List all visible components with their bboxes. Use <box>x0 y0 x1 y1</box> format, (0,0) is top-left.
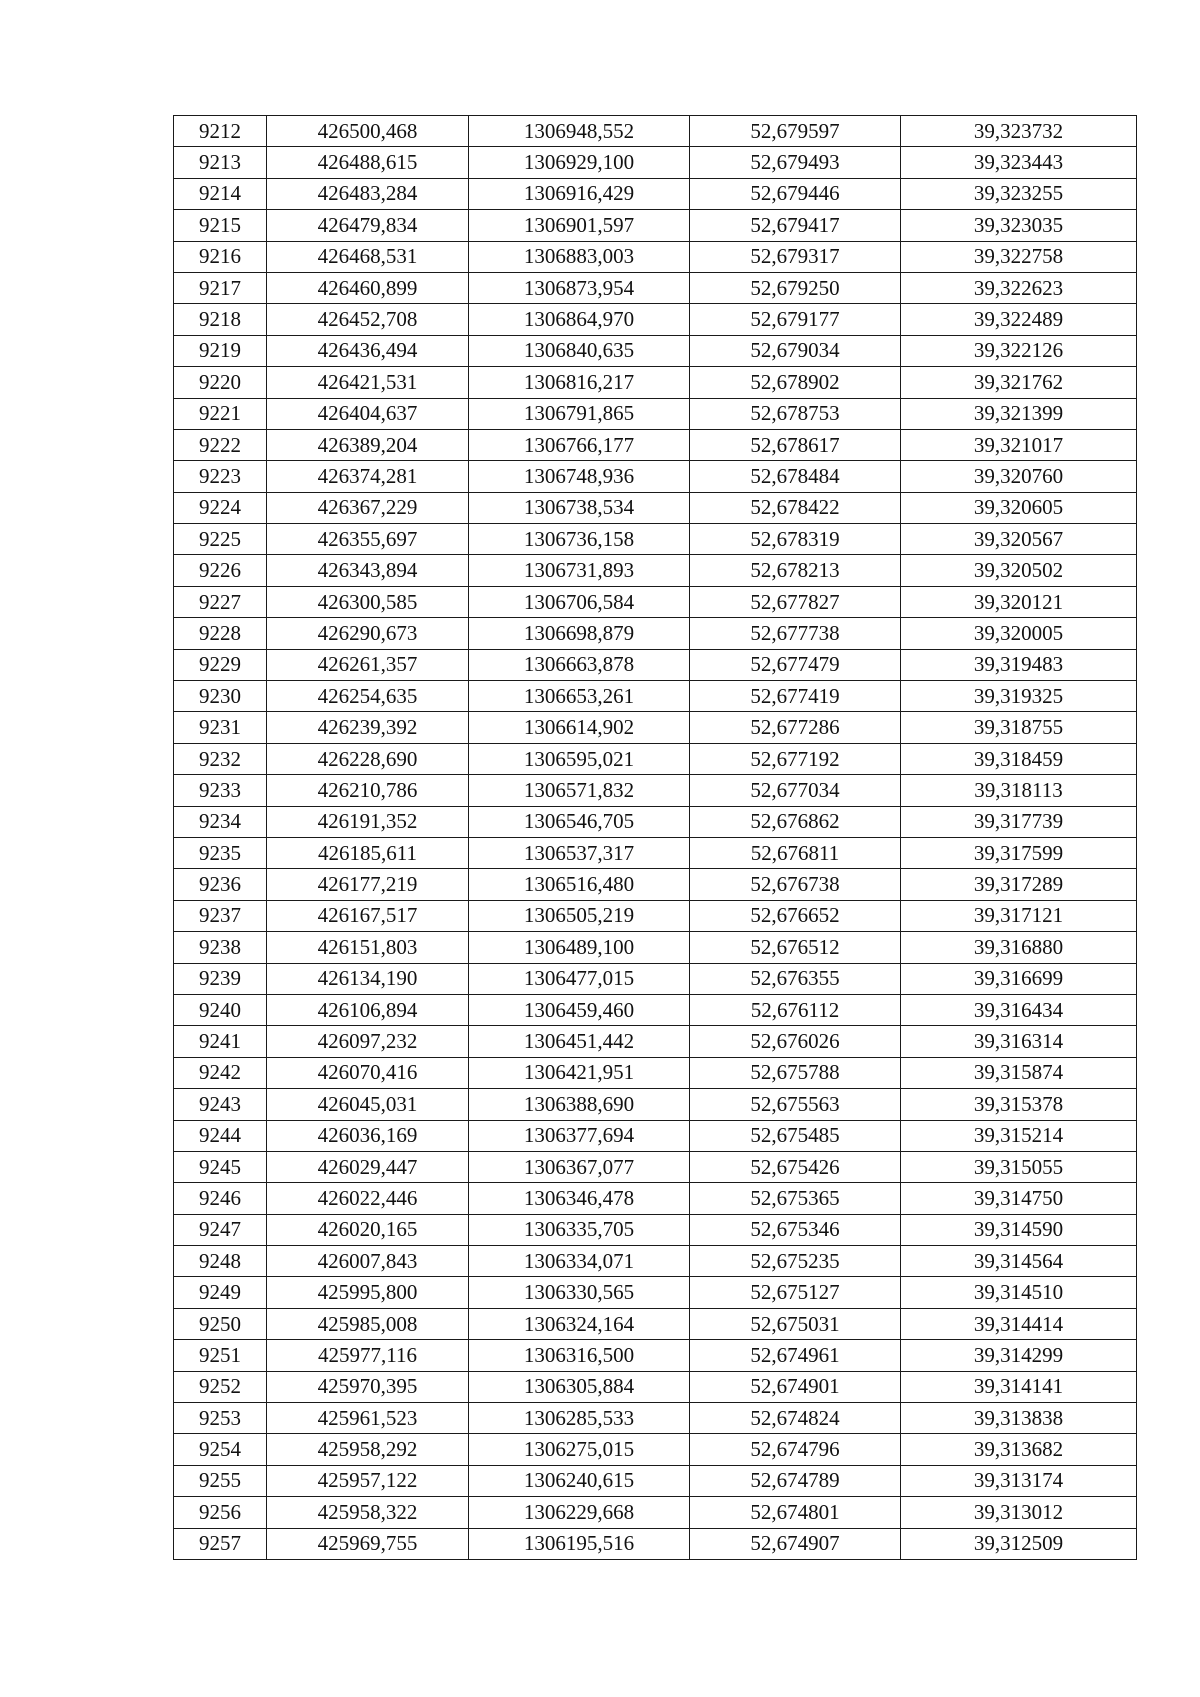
table-row <box>174 1089 1137 1120</box>
table-row <box>174 492 1137 523</box>
table-row <box>174 806 1137 837</box>
latitude-cell: 52,678319 <box>690 524 901 555</box>
x-coordinate-cell: 426134,190 <box>267 963 469 994</box>
y-coordinate-cell: 1306477,015 <box>469 963 690 994</box>
x-coordinate-cell: 425969,755 <box>267 1528 469 1559</box>
table-row <box>174 869 1137 900</box>
latitude-cell: 52,674961 <box>690 1340 901 1371</box>
table-row <box>174 586 1137 617</box>
table-row <box>174 1308 1137 1339</box>
y-coordinate-cell: 1306451,442 <box>469 1026 690 1057</box>
y-coordinate-cell: 1306421,951 <box>469 1057 690 1088</box>
longitude-cell: 39,320567 <box>901 524 1137 555</box>
table-row <box>174 1497 1137 1528</box>
longitude-cell: 39,315874 <box>901 1057 1137 1088</box>
x-coordinate-cell: 426151,803 <box>267 932 469 963</box>
table-row <box>174 618 1137 649</box>
point-number-cell: 9248 <box>174 1246 267 1277</box>
longitude-cell: 39,319325 <box>901 681 1137 712</box>
table-row <box>174 932 1137 963</box>
y-coordinate-cell: 1306285,533 <box>469 1403 690 1434</box>
table-row <box>174 1434 1137 1465</box>
x-coordinate-cell: 425958,292 <box>267 1434 469 1465</box>
point-number-cell: 9242 <box>174 1057 267 1088</box>
point-number-cell: 9234 <box>174 806 267 837</box>
longitude-cell: 39,323443 <box>901 147 1137 178</box>
latitude-cell: 52,674907 <box>690 1528 901 1559</box>
y-coordinate-cell: 1306873,954 <box>469 272 690 303</box>
x-coordinate-cell: 426097,232 <box>267 1026 469 1057</box>
y-coordinate-cell: 1306731,893 <box>469 555 690 586</box>
longitude-cell: 39,315378 <box>901 1089 1137 1120</box>
longitude-cell: 39,318459 <box>901 743 1137 774</box>
table-row <box>174 178 1137 209</box>
table-row <box>174 147 1137 178</box>
y-coordinate-cell: 1306698,879 <box>469 618 690 649</box>
longitude-cell: 39,319483 <box>901 649 1137 680</box>
y-coordinate-cell: 1306537,317 <box>469 837 690 868</box>
point-number-cell: 9214 <box>174 178 267 209</box>
point-number-cell: 9253 <box>174 1403 267 1434</box>
x-coordinate-cell: 425995,800 <box>267 1277 469 1308</box>
table-row <box>174 775 1137 806</box>
longitude-cell: 39,320121 <box>901 586 1137 617</box>
point-number-cell: 9230 <box>174 681 267 712</box>
y-coordinate-cell: 1306305,884 <box>469 1371 690 1402</box>
latitude-cell: 52,677034 <box>690 775 901 806</box>
x-coordinate-cell: 426483,284 <box>267 178 469 209</box>
longitude-cell: 39,317739 <box>901 806 1137 837</box>
latitude-cell: 52,678617 <box>690 429 901 460</box>
point-number-cell: 9225 <box>174 524 267 555</box>
longitude-cell: 39,316699 <box>901 963 1137 994</box>
longitude-cell: 39,313838 <box>901 1403 1137 1434</box>
point-number-cell: 9237 <box>174 900 267 931</box>
point-number-cell: 9254 <box>174 1434 267 1465</box>
y-coordinate-cell: 1306546,705 <box>469 806 690 837</box>
x-coordinate-cell: 425957,122 <box>267 1465 469 1496</box>
point-number-cell: 9251 <box>174 1340 267 1371</box>
point-number-cell: 9247 <box>174 1214 267 1245</box>
longitude-cell: 39,322758 <box>901 241 1137 272</box>
table-row <box>174 963 1137 994</box>
latitude-cell: 52,677286 <box>690 712 901 743</box>
longitude-cell: 39,315214 <box>901 1120 1137 1151</box>
x-coordinate-cell: 426191,352 <box>267 806 469 837</box>
table-row <box>174 1057 1137 1088</box>
table-row <box>174 994 1137 1025</box>
latitude-cell: 52,675127 <box>690 1277 901 1308</box>
table-row <box>174 649 1137 680</box>
x-coordinate-cell: 426022,446 <box>267 1183 469 1214</box>
y-coordinate-cell: 1306240,615 <box>469 1465 690 1496</box>
x-coordinate-cell: 425985,008 <box>267 1308 469 1339</box>
point-number-cell: 9221 <box>174 398 267 429</box>
point-number-cell: 9249 <box>174 1277 267 1308</box>
longitude-cell: 39,322623 <box>901 272 1137 303</box>
table-row <box>174 429 1137 460</box>
table-row <box>174 743 1137 774</box>
x-coordinate-cell: 426177,219 <box>267 869 469 900</box>
longitude-cell: 39,320760 <box>901 461 1137 492</box>
longitude-cell: 39,322126 <box>901 335 1137 366</box>
table-row <box>174 461 1137 492</box>
x-coordinate-cell: 425961,523 <box>267 1403 469 1434</box>
point-number-cell: 9239 <box>174 963 267 994</box>
x-coordinate-cell: 426436,494 <box>267 335 469 366</box>
latitude-cell: 52,676738 <box>690 869 901 900</box>
table-row <box>174 1246 1137 1277</box>
longitude-cell: 39,314299 <box>901 1340 1137 1371</box>
point-number-cell: 9238 <box>174 932 267 963</box>
point-number-cell: 9241 <box>174 1026 267 1057</box>
x-coordinate-cell: 426239,392 <box>267 712 469 743</box>
latitude-cell: 52,679250 <box>690 272 901 303</box>
latitude-cell: 52,677479 <box>690 649 901 680</box>
table-row <box>174 241 1137 272</box>
point-number-cell: 9244 <box>174 1120 267 1151</box>
longitude-cell: 39,313012 <box>901 1497 1137 1528</box>
latitude-cell: 52,679317 <box>690 241 901 272</box>
x-coordinate-cell: 426460,899 <box>267 272 469 303</box>
point-number-cell: 9233 <box>174 775 267 806</box>
y-coordinate-cell: 1306229,668 <box>469 1497 690 1528</box>
x-coordinate-cell: 426167,517 <box>267 900 469 931</box>
table-row <box>174 1371 1137 1402</box>
latitude-cell: 52,676026 <box>690 1026 901 1057</box>
latitude-cell: 52,679597 <box>690 116 901 147</box>
table-row <box>174 524 1137 555</box>
y-coordinate-cell: 1306738,534 <box>469 492 690 523</box>
longitude-cell: 39,313174 <box>901 1465 1137 1496</box>
point-number-cell: 9215 <box>174 210 267 241</box>
x-coordinate-cell: 426479,834 <box>267 210 469 241</box>
longitude-cell: 39,314590 <box>901 1214 1137 1245</box>
latitude-cell: 52,677419 <box>690 681 901 712</box>
latitude-cell: 52,676355 <box>690 963 901 994</box>
y-coordinate-cell: 1306195,516 <box>469 1528 690 1559</box>
longitude-cell: 39,313682 <box>901 1434 1137 1465</box>
point-number-cell: 9218 <box>174 304 267 335</box>
y-coordinate-cell: 1306489,100 <box>469 932 690 963</box>
latitude-cell: 52,674796 <box>690 1434 901 1465</box>
x-coordinate-cell: 426036,169 <box>267 1120 469 1151</box>
latitude-cell: 52,678422 <box>690 492 901 523</box>
x-coordinate-cell: 426367,229 <box>267 492 469 523</box>
table-row <box>174 116 1137 147</box>
latitude-cell: 52,679177 <box>690 304 901 335</box>
x-coordinate-cell: 426261,357 <box>267 649 469 680</box>
table-row <box>174 1465 1137 1496</box>
latitude-cell: 52,675485 <box>690 1120 901 1151</box>
point-number-cell: 9250 <box>174 1308 267 1339</box>
point-number-cell: 9252 <box>174 1371 267 1402</box>
latitude-cell: 52,675235 <box>690 1246 901 1277</box>
y-coordinate-cell: 1306736,158 <box>469 524 690 555</box>
latitude-cell: 52,675788 <box>690 1057 901 1088</box>
longitude-cell: 39,314414 <box>901 1308 1137 1339</box>
x-coordinate-cell: 426468,531 <box>267 241 469 272</box>
table-row <box>174 398 1137 429</box>
x-coordinate-cell: 426404,637 <box>267 398 469 429</box>
x-coordinate-cell: 426254,635 <box>267 681 469 712</box>
table-row <box>174 210 1137 241</box>
x-coordinate-cell: 425958,322 <box>267 1497 469 1528</box>
point-number-cell: 9226 <box>174 555 267 586</box>
latitude-cell: 52,675426 <box>690 1151 901 1182</box>
latitude-cell: 52,679417 <box>690 210 901 241</box>
point-number-cell: 9222 <box>174 429 267 460</box>
y-coordinate-cell: 1306377,694 <box>469 1120 690 1151</box>
longitude-cell: 39,320605 <box>901 492 1137 523</box>
y-coordinate-cell: 1306948,552 <box>469 116 690 147</box>
point-number-cell: 9245 <box>174 1151 267 1182</box>
longitude-cell: 39,318755 <box>901 712 1137 743</box>
x-coordinate-cell: 426500,468 <box>267 116 469 147</box>
latitude-cell: 52,678753 <box>690 398 901 429</box>
table-row <box>174 555 1137 586</box>
longitude-cell: 39,318113 <box>901 775 1137 806</box>
point-number-cell: 9213 <box>174 147 267 178</box>
table-row <box>174 1120 1137 1151</box>
latitude-cell: 52,674801 <box>690 1497 901 1528</box>
point-number-cell: 9232 <box>174 743 267 774</box>
latitude-cell: 52,675031 <box>690 1308 901 1339</box>
x-coordinate-cell: 426106,894 <box>267 994 469 1025</box>
y-coordinate-cell: 1306883,003 <box>469 241 690 272</box>
table-row <box>174 1183 1137 1214</box>
table-row <box>174 1277 1137 1308</box>
x-coordinate-cell: 426228,690 <box>267 743 469 774</box>
point-number-cell: 9236 <box>174 869 267 900</box>
y-coordinate-cell: 1306346,478 <box>469 1183 690 1214</box>
point-number-cell: 9212 <box>174 116 267 147</box>
latitude-cell: 52,676512 <box>690 932 901 963</box>
table-row <box>174 837 1137 868</box>
point-number-cell: 9240 <box>174 994 267 1025</box>
longitude-cell: 39,320005 <box>901 618 1137 649</box>
latitude-cell: 52,675365 <box>690 1183 901 1214</box>
x-coordinate-cell: 426389,204 <box>267 429 469 460</box>
longitude-cell: 39,317599 <box>901 837 1137 868</box>
point-number-cell: 9243 <box>174 1089 267 1120</box>
longitude-cell: 39,320502 <box>901 555 1137 586</box>
table-row <box>174 1026 1137 1057</box>
y-coordinate-cell: 1306929,100 <box>469 147 690 178</box>
y-coordinate-cell: 1306335,705 <box>469 1214 690 1245</box>
point-number-cell: 9224 <box>174 492 267 523</box>
table-row <box>174 1340 1137 1371</box>
latitude-cell: 52,676652 <box>690 900 901 931</box>
x-coordinate-cell: 426421,531 <box>267 367 469 398</box>
y-coordinate-cell: 1306595,021 <box>469 743 690 774</box>
table-row <box>174 1528 1137 1559</box>
point-number-cell: 9228 <box>174 618 267 649</box>
x-coordinate-cell: 425977,116 <box>267 1340 469 1371</box>
point-number-cell: 9223 <box>174 461 267 492</box>
latitude-cell: 52,676811 <box>690 837 901 868</box>
longitude-cell: 39,314510 <box>901 1277 1137 1308</box>
longitude-cell: 39,322489 <box>901 304 1137 335</box>
table-row <box>174 304 1137 335</box>
y-coordinate-cell: 1306324,164 <box>469 1308 690 1339</box>
point-number-cell: 9227 <box>174 586 267 617</box>
latitude-cell: 52,674824 <box>690 1403 901 1434</box>
y-coordinate-cell: 1306864,970 <box>469 304 690 335</box>
x-coordinate-cell: 426488,615 <box>267 147 469 178</box>
y-coordinate-cell: 1306840,635 <box>469 335 690 366</box>
point-number-cell: 9216 <box>174 241 267 272</box>
latitude-cell: 52,674789 <box>690 1465 901 1496</box>
x-coordinate-cell: 426374,281 <box>267 461 469 492</box>
y-coordinate-cell: 1306663,878 <box>469 649 690 680</box>
latitude-cell: 52,676112 <box>690 994 901 1025</box>
latitude-cell: 52,674901 <box>690 1371 901 1402</box>
y-coordinate-cell: 1306330,565 <box>469 1277 690 1308</box>
x-coordinate-cell: 426300,585 <box>267 586 469 617</box>
point-number-cell: 9219 <box>174 335 267 366</box>
longitude-cell: 39,314750 <box>901 1183 1137 1214</box>
y-coordinate-cell: 1306388,690 <box>469 1089 690 1120</box>
point-number-cell: 9256 <box>174 1497 267 1528</box>
table-row <box>174 1151 1137 1182</box>
latitude-cell: 52,678902 <box>690 367 901 398</box>
y-coordinate-cell: 1306614,902 <box>469 712 690 743</box>
table-row <box>174 712 1137 743</box>
table-row <box>174 900 1137 931</box>
point-number-cell: 9220 <box>174 367 267 398</box>
longitude-cell: 39,323035 <box>901 210 1137 241</box>
y-coordinate-cell: 1306367,077 <box>469 1151 690 1182</box>
longitude-cell: 39,323732 <box>901 116 1137 147</box>
table-row <box>174 272 1137 303</box>
table-row <box>174 681 1137 712</box>
y-coordinate-cell: 1306748,936 <box>469 461 690 492</box>
y-coordinate-cell: 1306706,584 <box>469 586 690 617</box>
latitude-cell: 52,677192 <box>690 743 901 774</box>
x-coordinate-cell: 426210,786 <box>267 775 469 806</box>
point-number-cell: 9229 <box>174 649 267 680</box>
latitude-cell: 52,679446 <box>690 178 901 209</box>
point-number-cell: 9246 <box>174 1183 267 1214</box>
table-row <box>174 1214 1137 1245</box>
longitude-cell: 39,316314 <box>901 1026 1137 1057</box>
longitude-cell: 39,321017 <box>901 429 1137 460</box>
latitude-cell: 52,677738 <box>690 618 901 649</box>
point-number-cell: 9217 <box>174 272 267 303</box>
y-coordinate-cell: 1306275,015 <box>469 1434 690 1465</box>
point-number-cell: 9255 <box>174 1465 267 1496</box>
x-coordinate-cell: 426020,165 <box>267 1214 469 1245</box>
longitude-cell: 39,312509 <box>901 1528 1137 1559</box>
longitude-cell: 39,316434 <box>901 994 1137 1025</box>
coordinates-table-body <box>174 116 1137 1560</box>
table-row <box>174 1403 1137 1434</box>
y-coordinate-cell: 1306653,261 <box>469 681 690 712</box>
x-coordinate-cell: 426007,843 <box>267 1246 469 1277</box>
longitude-cell: 39,317289 <box>901 869 1137 900</box>
coordinates-table <box>173 115 1137 1560</box>
longitude-cell: 39,314141 <box>901 1371 1137 1402</box>
longitude-cell: 39,314564 <box>901 1246 1137 1277</box>
y-coordinate-cell: 1306316,500 <box>469 1340 690 1371</box>
point-number-cell: 9231 <box>174 712 267 743</box>
x-coordinate-cell: 426029,447 <box>267 1151 469 1182</box>
y-coordinate-cell: 1306571,832 <box>469 775 690 806</box>
x-coordinate-cell: 426452,708 <box>267 304 469 335</box>
x-coordinate-cell: 426343,894 <box>267 555 469 586</box>
y-coordinate-cell: 1306459,460 <box>469 994 690 1025</box>
y-coordinate-cell: 1306516,480 <box>469 869 690 900</box>
longitude-cell: 39,317121 <box>901 900 1137 931</box>
y-coordinate-cell: 1306901,597 <box>469 210 690 241</box>
table-row <box>174 335 1137 366</box>
x-coordinate-cell: 426185,611 <box>267 837 469 868</box>
x-coordinate-cell: 426290,673 <box>267 618 469 649</box>
y-coordinate-cell: 1306766,177 <box>469 429 690 460</box>
table-row <box>174 367 1137 398</box>
x-coordinate-cell: 426045,031 <box>267 1089 469 1120</box>
y-coordinate-cell: 1306791,865 <box>469 398 690 429</box>
y-coordinate-cell: 1306916,429 <box>469 178 690 209</box>
longitude-cell: 39,315055 <box>901 1151 1137 1182</box>
latitude-cell: 52,678213 <box>690 555 901 586</box>
latitude-cell: 52,679034 <box>690 335 901 366</box>
x-coordinate-cell: 426070,416 <box>267 1057 469 1088</box>
longitude-cell: 39,321399 <box>901 398 1137 429</box>
point-number-cell: 9257 <box>174 1528 267 1559</box>
x-coordinate-cell: 425970,395 <box>267 1371 469 1402</box>
latitude-cell: 52,676862 <box>690 806 901 837</box>
y-coordinate-cell: 1306334,071 <box>469 1246 690 1277</box>
longitude-cell: 39,323255 <box>901 178 1137 209</box>
longitude-cell: 39,321762 <box>901 367 1137 398</box>
y-coordinate-cell: 1306505,219 <box>469 900 690 931</box>
latitude-cell: 52,679493 <box>690 147 901 178</box>
point-number-cell: 9235 <box>174 837 267 868</box>
x-coordinate-cell: 426355,697 <box>267 524 469 555</box>
latitude-cell: 52,675346 <box>690 1214 901 1245</box>
latitude-cell: 52,677827 <box>690 586 901 617</box>
latitude-cell: 52,675563 <box>690 1089 901 1120</box>
longitude-cell: 39,316880 <box>901 932 1137 963</box>
y-coordinate-cell: 1306816,217 <box>469 367 690 398</box>
latitude-cell: 52,678484 <box>690 461 901 492</box>
